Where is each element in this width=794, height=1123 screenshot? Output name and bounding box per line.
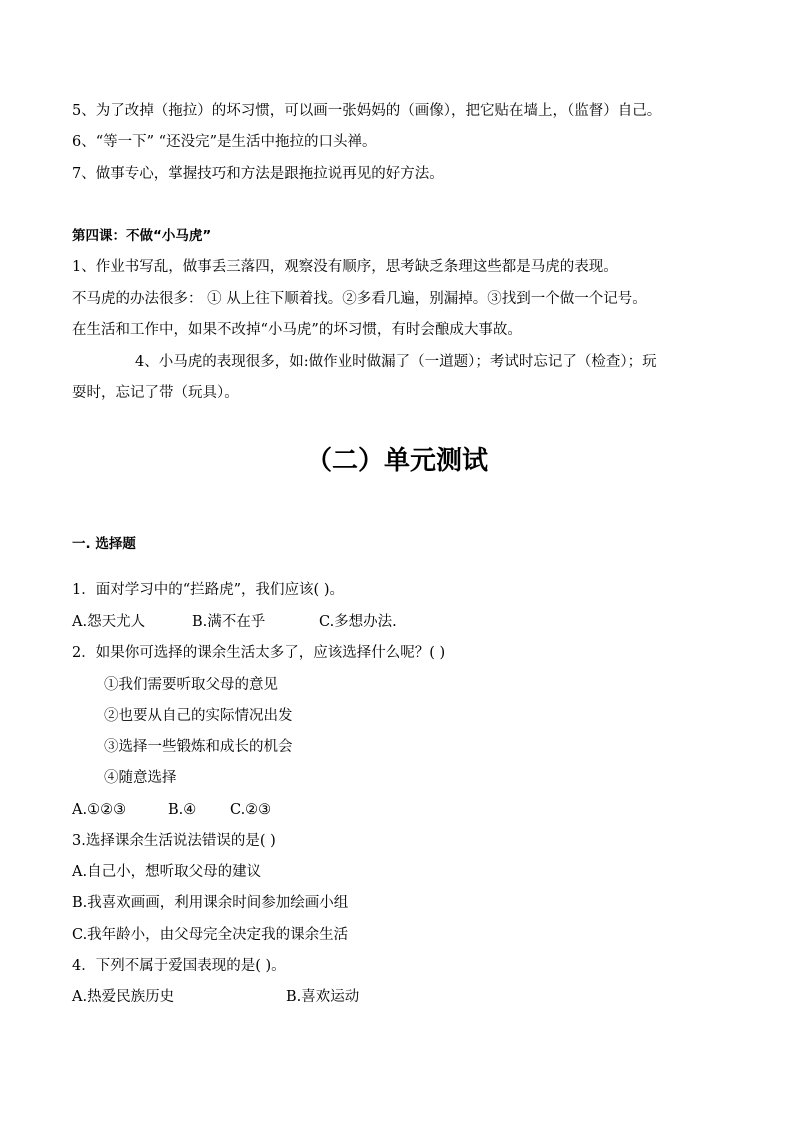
question-3-stem: 3.选择课余生活说法错误的是( ) bbox=[72, 833, 276, 849]
lesson4-heading: 第四课：不做“小马虎” bbox=[72, 228, 212, 244]
question-2-item-2: ②也要从自己的实际情况出发 bbox=[104, 708, 293, 724]
question-2-option-a: A.①②③ bbox=[72, 802, 127, 818]
question-4-option-b: B.喜欢运动 bbox=[286, 989, 360, 1005]
question-1-option-c: C.多想办法. bbox=[319, 614, 397, 630]
question-4-options bbox=[72, 988, 359, 1006]
question-1-option-b: B.满不在乎 bbox=[192, 614, 266, 630]
question-3-option-a: A.自己小，想听取父母的建议 bbox=[72, 864, 262, 880]
lesson4-warning: 在生活和工作中，如果不改掉“小马虎”的坏习惯，有时会酿成大事故。 bbox=[72, 322, 522, 338]
lesson3-point-6: 6、“等一下” “还没完”是生活中拖拉的口头禅。 bbox=[72, 134, 377, 150]
question-4-stem: 4．下列不属于爱国表现的是( )。 bbox=[72, 958, 286, 974]
section-heading-choice: 一. 选择题 bbox=[72, 536, 136, 552]
question-2-options bbox=[72, 801, 271, 819]
lesson3-point-7: 7、做事专心，掌握技巧和方法是跟拖拉说再见的好方法。 bbox=[72, 166, 444, 182]
question-2-option-b: B.④ bbox=[168, 802, 197, 818]
question-2-item-3: ③选择一些锻炼和成长的机会 bbox=[104, 739, 293, 755]
question-2-stem: 2．如果你可选择的课余生活太多了，应该选择什么呢？( ) bbox=[72, 645, 446, 661]
question-1-option-a: A.怨天尤人 bbox=[72, 614, 146, 630]
lesson4-point-4-line1: 4、小马虎的表现很多，如:做作业时做漏了（一道题）；考试时忘记了（检查）；玩 bbox=[135, 354, 657, 370]
question-2-option-c: C.②③ bbox=[230, 802, 272, 818]
lesson4-methods: 不马虎的办法很多： ① 从上往下顺着找。②多看几遍，别漏掉。③找到一个做一个记号。 bbox=[72, 291, 647, 307]
question-1-options bbox=[72, 613, 397, 631]
question-4-option-a: A.热爱民族历史 bbox=[72, 989, 175, 1005]
lesson4-point-4-line2: 耍时，忘记了带（玩具）。 bbox=[72, 385, 239, 401]
question-3-option-b: B.我喜欢画画，利用课余时间参加绘画小组 bbox=[72, 895, 349, 911]
question-3-option-c: C.我年龄小，由父母完全决定我的课余生活 bbox=[72, 927, 349, 943]
question-2-item-4: ④随意选择 bbox=[104, 770, 177, 786]
question-2-item-1: ①我们需要听取父母的意见 bbox=[104, 677, 278, 693]
question-1-stem: 1．面对学习中的“拦路虎”，我们应该( )。 bbox=[72, 582, 344, 598]
unit-test-title: （二）单元测试 bbox=[305, 446, 488, 476]
lesson4-point-1: 1、作业书写乱，做事丢三落四，观察没有顺序，思考缺乏条理这些都是马虎的表现。 bbox=[72, 259, 618, 275]
lesson3-point-5: 5、为了改掉（拖拉）的坏习惯，可以画一张妈妈的（画像），把它贴在墙上，（监督）自己。 bbox=[72, 103, 662, 119]
